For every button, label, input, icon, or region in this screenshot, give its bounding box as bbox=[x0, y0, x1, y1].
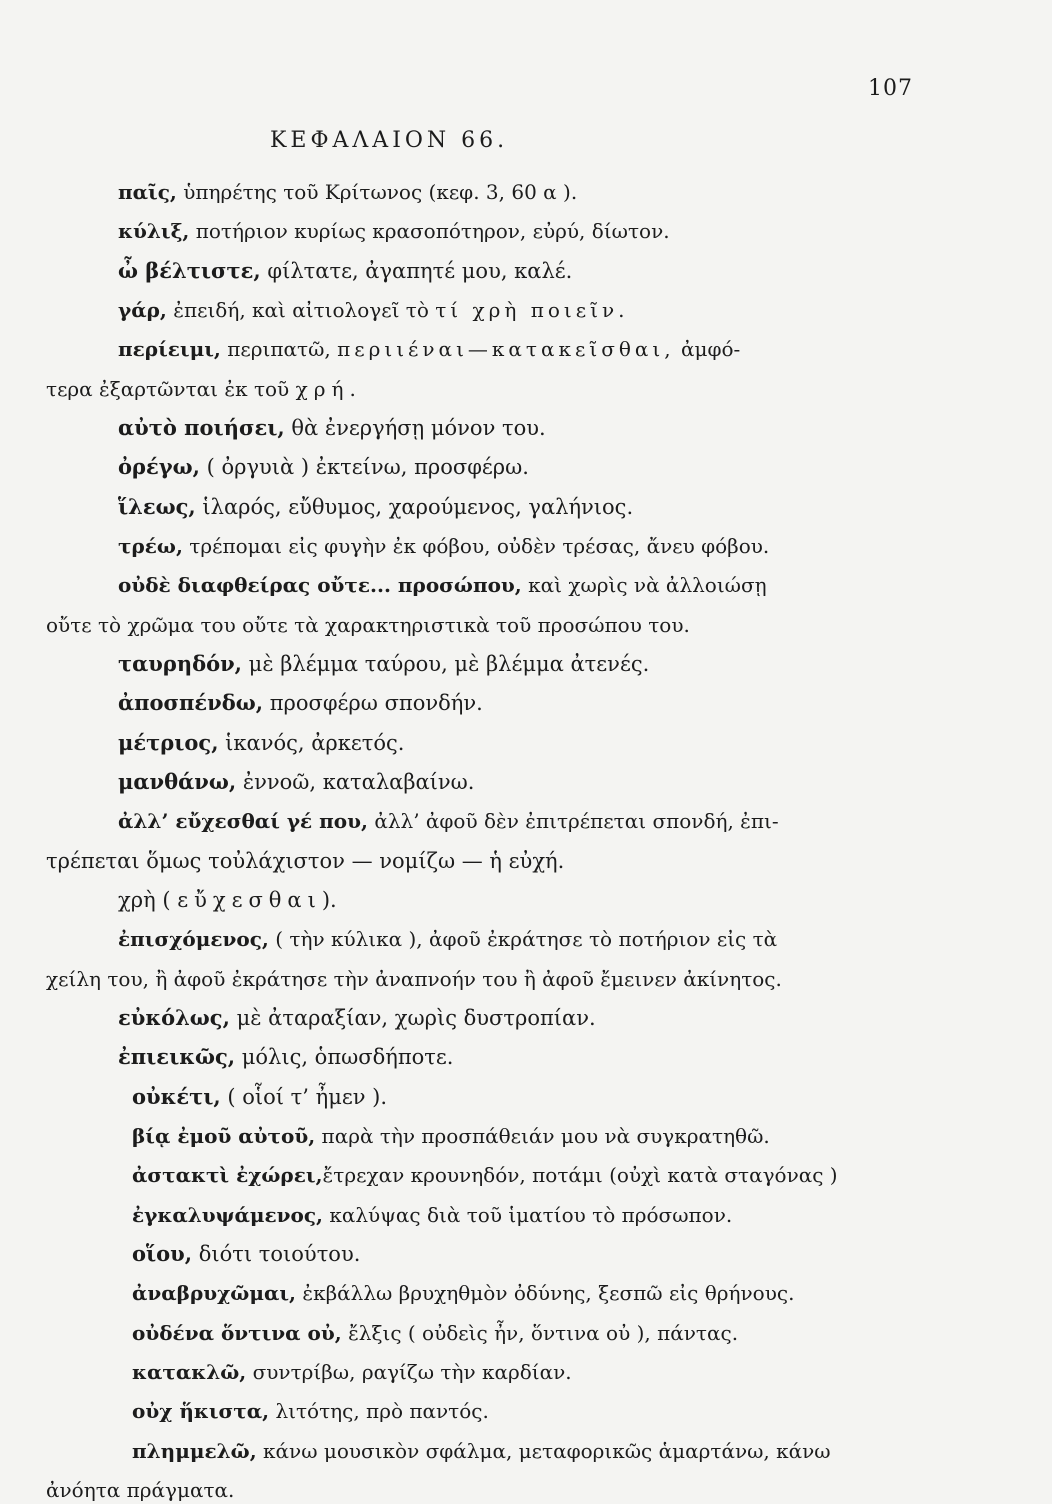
glossary-entry: παῖς, ὑπηρέτης τοῦ Κρίτωνος (κεφ. 3, 60 α ). bbox=[118, 180, 578, 204]
glossary-entry-continuation: οὔτε τὸ χρῶμα του οὔτε τὰ χαρακτηριστικὰ τοῦ προσώπου του. bbox=[46, 613, 690, 637]
glossary-entry: βίᾳ ἐμοῦ αὐτοῦ, παρὰ τὴν προσπάθειάν μου νὰ συγκρατηθῶ. bbox=[132, 1124, 770, 1148]
glossary-entry: ταυρηδόν, μὲ βλέμμα ταύρου, μὲ βλέμμα ἀτενές. bbox=[118, 651, 650, 676]
glossary-entry: τρέω, τρέπομαι εἰς φυγὴν ἐκ φόβου, οὐδὲν τρέσας, ἄνευ φόβου. bbox=[118, 534, 770, 558]
glossary-entry: ἀλλ’ εὔχεσθαί γέ που, ἀλλ’ ἀφοῦ δὲν ἐπιτρέπεται σπονδή, ἐπι- bbox=[118, 809, 779, 833]
glossary-entry: χρὴ ( εὔχεσθαι). bbox=[118, 888, 337, 912]
glossary-entry: γάρ, ἐπειδή, καὶ αἰτιολογεῖ τὸ τί χρὴ ποιεῖν. bbox=[118, 298, 629, 322]
glossary-entry: ὀρέγω, ( ὀργυιὰ ) ἐκτείνω, προσφέρω. bbox=[118, 454, 529, 479]
glossary-entry: ἀναβρυχῶμαι, ἐκβάλλω βρυχηθμὸν ὀδύνης, ξεσπῶ εἰς θρήνους. bbox=[132, 1281, 795, 1305]
glossary-entry-continuation: τρέπεται ὅμως τοὐλάχιστον — νομίζω — ἡ εὐχή. bbox=[46, 849, 565, 873]
glossary-entry: κατακλῶ, συντρίβω, ραγίζω τὴν καρδίαν. bbox=[132, 1360, 572, 1384]
glossary-entry: μανθάνω, ἐννοῶ, καταλαβαίνω. bbox=[118, 769, 475, 794]
glossary-entry: ὦ βέλτιστε, φίλτατε, ἀγαπητέ μου, καλέ. bbox=[118, 258, 573, 283]
glossary-entry: οὐδὲ διαφθείρας οὔτε... προσώπου, καὶ χωρὶς νὰ ἀλλοιώσῃ bbox=[118, 573, 767, 597]
glossary-entry-continuation: τερα ἐξαρτῶνται ἐκ τοῦ χρή. bbox=[46, 377, 362, 401]
chapter-heading: ΚΕΦΑΛΑΙΟΝ 66. bbox=[270, 128, 509, 153]
glossary-entry: ἐπισχόμενος, ( τὴν κύλικα ), ἀφοῦ ἐκράτησε τὸ ποτήριον εἰς τὰ bbox=[118, 927, 778, 951]
glossary-entry: οἵου, διότι τοιούτου. bbox=[132, 1241, 361, 1266]
glossary-entry: ἐγκαλυψάμενος, καλύψας διὰ τοῦ ἱματίου τὸ πρόσωπον. bbox=[132, 1203, 733, 1227]
glossary-entry: ἀποσπένδω, προσφέρω σπονδήν. bbox=[118, 690, 483, 715]
glossary-entry: οὐκέτι, ( οἷοί τ’ ἦμεν ). bbox=[132, 1084, 388, 1109]
glossary-entry: μέτριος, ἱκανός, ἀρκετός. bbox=[118, 730, 405, 755]
glossary-entry: αὐτὸ ποιήσει, θὰ ἐνεργήσῃ μόνον του. bbox=[118, 415, 546, 440]
glossary-entry: πλημμελῶ, κάνω μουσικὸν σφάλμα, μεταφορικῶς ἁμαρτάνω, κάνω bbox=[132, 1439, 831, 1463]
page-number: 107 bbox=[868, 76, 913, 101]
glossary-entry: ἵλεως, ἱλαρός, εὔθυμος, χαρούμενος, γαλήνιος. bbox=[118, 494, 634, 519]
glossary-entry: περίειμι, περιπατῶ, περιιέναι—κατακεῖσθαι, ἀμφό- bbox=[118, 337, 741, 361]
glossary-entry: οὐχ ἥκιστα, λιτότης, πρὸ παντός. bbox=[132, 1399, 489, 1423]
glossary-entry: εὐκόλως, μὲ ἀταραξίαν, χωρὶς δυστροπίαν. bbox=[118, 1005, 596, 1030]
glossary-entry: ἀστακτὶ ἐχώρει,ἔτρεχαν κρουνηδόν, ποτάμι (οὐχὶ κατὰ σταγόνας ) bbox=[132, 1163, 838, 1187]
glossary-entry: κύλιξ, ποτήριον κυρίως κρασοπότηρον, εὐρύ, δίωτον. bbox=[118, 219, 670, 243]
glossary-entry: ἐπιεικῶς, μόλις, ὁπωσδήποτε. bbox=[118, 1044, 454, 1069]
glossary-entry-continuation: ἀνόητα πράγματα. bbox=[46, 1478, 235, 1502]
glossary-entry: οὐδένα ὅντινα οὐ, ἔλξις ( οὐδεὶς ἦν, ὅντινα οὐ ), πάντας. bbox=[132, 1321, 739, 1345]
glossary-entry-continuation: χείλη του, ἢ ἀφοῦ ἐκράτησε τὴν ἀναπνοήν του ἢ ἀφοῦ ἔμεινεν ἀκίνητος. bbox=[46, 967, 782, 991]
